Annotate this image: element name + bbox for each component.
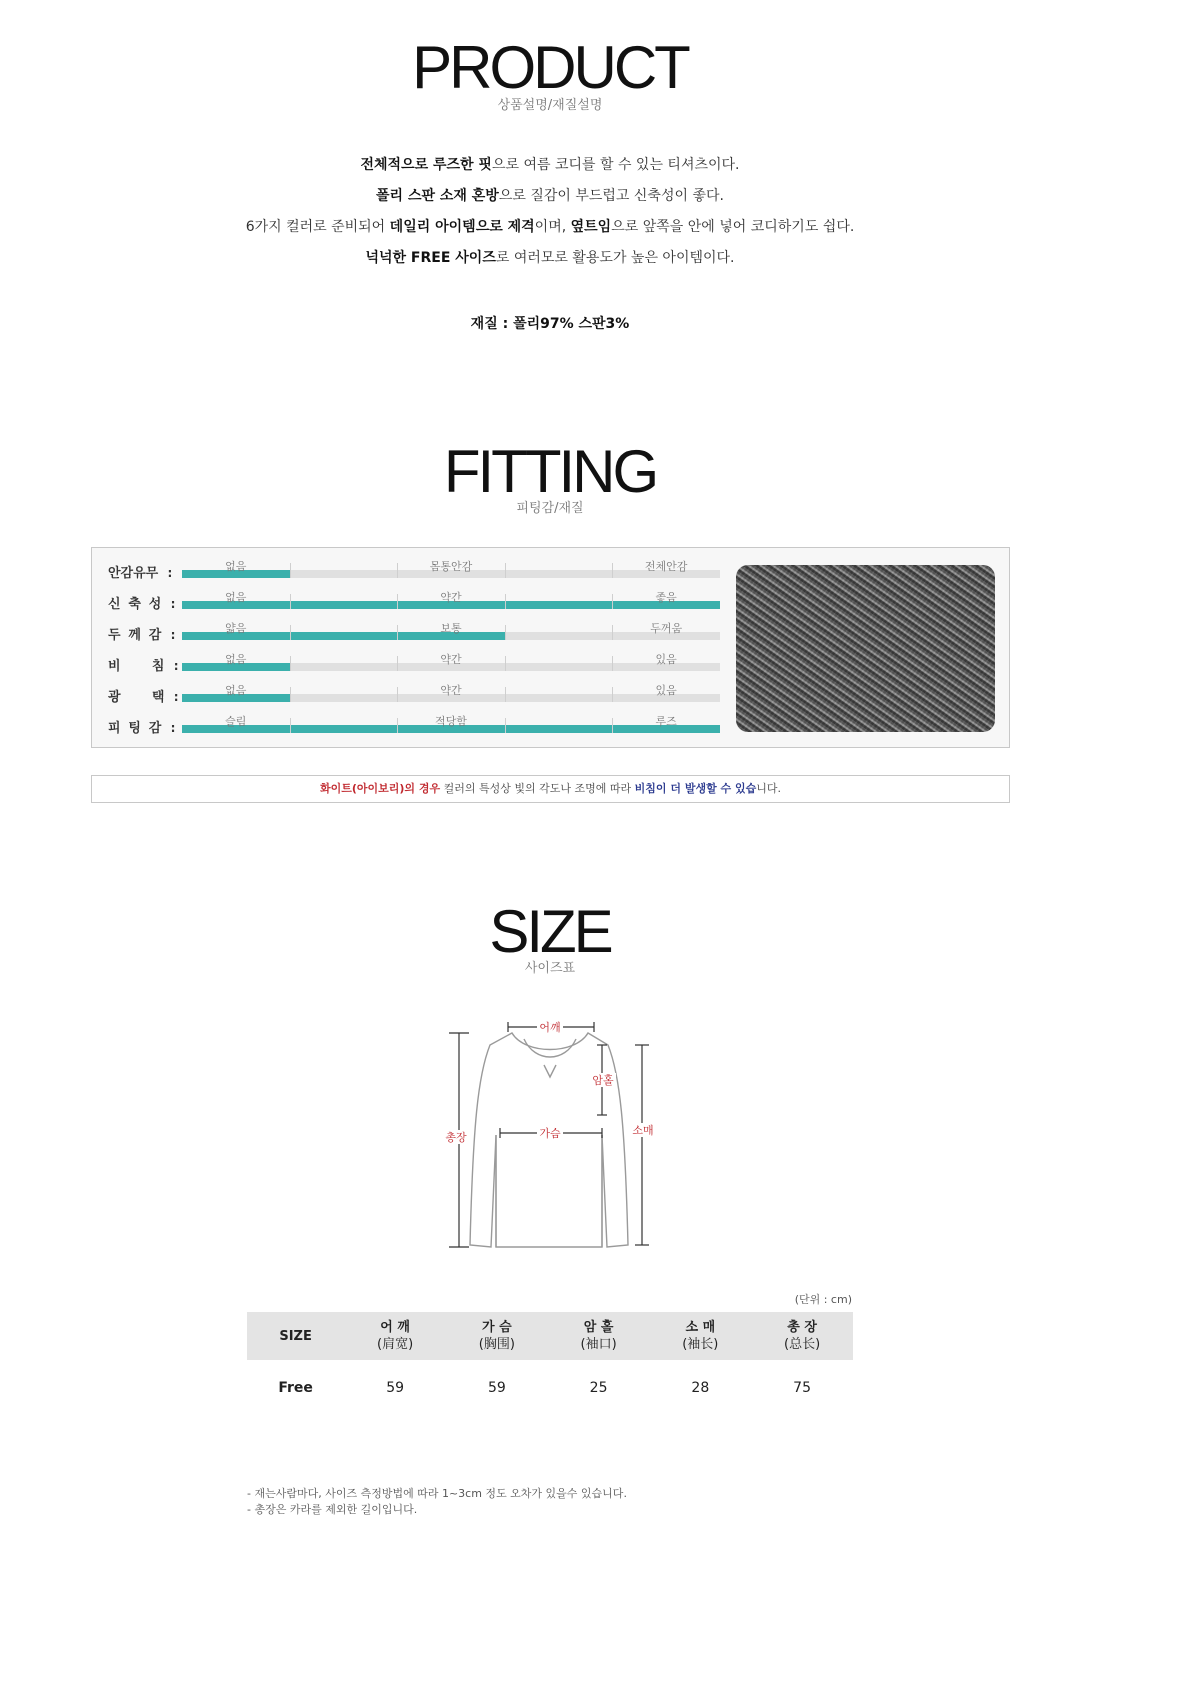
fitting-divider <box>397 594 398 609</box>
fitting-row <box>92 677 732 705</box>
fitting-divider <box>290 625 291 640</box>
fitting-chart <box>91 547 1010 748</box>
size-header-cell <box>548 1312 650 1360</box>
size-value-cell: 59 <box>386 1380 405 1396</box>
fitting-option-label: 약간 <box>440 684 462 697</box>
fitting-option-label: 약간 <box>440 591 462 604</box>
size-header-cell <box>649 1312 751 1360</box>
body-text: 로 여러모로 활용도가 높은 아이템이다. <box>495 250 735 266</box>
fitting-divider <box>505 656 506 671</box>
fitting-divider <box>397 563 398 578</box>
fitting-option-label: 없음 <box>225 591 247 604</box>
body-text: 으로 앞쪽을 안에 넣어 코디하기도 쉽다. <box>611 219 855 235</box>
fitting-divider <box>612 687 613 702</box>
fitting-option-label: 몸통안감 <box>429 560 473 573</box>
size-title: SIZE <box>489 898 611 965</box>
table-row <box>247 1360 853 1416</box>
armhole-label: 암홀 <box>592 1074 614 1087</box>
body-text: 이며, <box>534 219 571 235</box>
header-sublabel: (肩宽) <box>377 1337 414 1352</box>
material-text: 재질 : 폴리97% 스판3% <box>470 316 630 332</box>
fitting-divider <box>505 687 506 702</box>
fitting-divider <box>612 718 613 733</box>
highlight-text: 폴리 스판 소재 혼방 <box>376 188 499 204</box>
size-value-cell: 28 <box>691 1380 710 1396</box>
fitting-divider <box>612 656 613 671</box>
fitting-option-label: 루즈 <box>655 715 677 728</box>
description-line <box>0 248 1100 279</box>
fitting-option-label: 전체안감 <box>644 560 688 573</box>
size-table <box>247 1312 853 1416</box>
note-line: - 재는사람마다, 사이즈 측정방법에 따라 1~3cm 정도 오차가 있을수 있습니다. <box>247 1487 627 1500</box>
fitting-option-label: 없음 <box>225 560 247 573</box>
chest-label: 가슴 <box>539 1127 561 1140</box>
highlight-text: 넉넉한 FREE 사이즈 <box>365 250 496 266</box>
size-value-cell: 25 <box>589 1380 608 1396</box>
fitting-divider <box>290 687 291 702</box>
fitting-divider <box>505 563 506 578</box>
fitting-divider <box>290 718 291 733</box>
fitting-divider <box>290 656 291 671</box>
header-label: SIZE <box>279 1328 312 1344</box>
fitting-option-label: 없음 <box>225 653 247 666</box>
fitting-divider <box>612 563 613 578</box>
body-text: 으로 질감이 부드럽고 신축성이 좋다. <box>498 188 724 204</box>
fitting-subtitle: 피팅감/재질 <box>516 501 584 516</box>
fitting-option-label: 적당함 <box>435 715 467 728</box>
sleeve-label: 소매 <box>632 1124 654 1137</box>
fitting-option-label: 슬림 <box>225 715 247 728</box>
fitting-row-label: 비 침 : <box>108 659 181 674</box>
shoulder-label: 어깨 <box>539 1021 561 1034</box>
size-header-cell <box>751 1312 853 1360</box>
fitting-row-label: 광 택 : <box>108 690 181 705</box>
size-subtitle: 사이즈표 <box>524 961 576 976</box>
fitting-divider <box>290 563 291 578</box>
notice-text: 니다. <box>756 782 781 795</box>
highlight-text: 데일리 아이템으로 제격 <box>389 219 535 235</box>
fitting-divider <box>290 594 291 609</box>
fitting-row <box>92 615 732 643</box>
size-value-cell: Free <box>278 1380 313 1396</box>
fitting-row <box>92 646 732 674</box>
header-label: 어 깨 <box>380 1320 410 1335</box>
header-label: 소 매 <box>685 1320 716 1335</box>
header-sublabel: (袖口) <box>580 1337 617 1352</box>
fitting-option-label: 두꺼움 <box>650 622 683 635</box>
unit-label: (단위 : cm) <box>794 1293 852 1306</box>
fitting-row-label: 안감유무 : <box>108 566 174 581</box>
notice-highlight: 비침이 더 발생할 수 있습 <box>634 782 757 795</box>
header-sublabel: (袖长) <box>682 1337 719 1352</box>
size-header-cell <box>344 1312 446 1360</box>
size-value-cell: 75 <box>793 1380 811 1396</box>
highlight-text: 옆트임 <box>570 219 612 235</box>
fitting-option-label: 좋음 <box>655 591 677 604</box>
fitting-divider <box>397 687 398 702</box>
fitting-row-label: 피 팅 감 : <box>108 721 177 736</box>
tshirt-measurement-diagram <box>430 1015 670 1250</box>
notice-highlight: 화이트(아이보리)의 경우 <box>320 782 441 795</box>
fitting-divider <box>505 625 506 640</box>
fabric-texture-image <box>736 565 995 732</box>
size-header-cell <box>247 1312 344 1360</box>
fitting-divider <box>505 594 506 609</box>
header-sublabel: (总长) <box>784 1337 821 1352</box>
fitting-divider <box>397 718 398 733</box>
size-value-cell: 59 <box>487 1380 506 1396</box>
fitting-option-label: 있음 <box>655 653 677 666</box>
fitting-row-label: 두 께 감 : <box>108 628 177 643</box>
size-notes <box>247 1486 627 1518</box>
color-notice <box>91 775 1010 803</box>
fitting-divider <box>612 594 613 609</box>
product-title: PRODUCT <box>412 34 688 101</box>
fitting-option-label: 없음 <box>225 684 247 697</box>
header-sublabel: (胸围) <box>478 1337 515 1352</box>
header-label: 가 슴 <box>482 1320 512 1335</box>
product-description <box>0 155 1100 279</box>
fitting-row <box>92 553 732 581</box>
body-text: 6가지 컬러로 준비되어 <box>245 219 390 235</box>
fitting-row <box>92 708 732 736</box>
notice-text: 컬러의 특성상 빛의 각도나 조명에 따라 <box>440 782 635 795</box>
fitting-title: FITTING <box>443 438 657 505</box>
description-line <box>0 155 1100 186</box>
fitting-divider <box>397 625 398 640</box>
fitting-divider <box>612 625 613 640</box>
fitting-option-label: 얇음 <box>225 622 247 635</box>
fitting-option-label: 있음 <box>655 684 677 697</box>
header-label: 총 장 <box>787 1320 817 1335</box>
body-text: 으로 여름 코디를 할 수 있는 티셔츠이다. <box>491 157 740 173</box>
description-line <box>0 217 1100 248</box>
fitting-row <box>92 584 732 612</box>
highlight-text: 전체적으로 루즈한 핏 <box>360 157 492 173</box>
size-header-cell <box>446 1312 548 1360</box>
fitting-divider <box>397 656 398 671</box>
length-label: 총장 <box>445 1131 467 1144</box>
product-subtitle: 상품설명/재질설명 <box>497 98 603 113</box>
fitting-option-label: 보통 <box>440 622 462 635</box>
description-line <box>0 186 1100 217</box>
note-line: - 총장은 카라를 제외한 길이입니다. <box>247 1503 418 1516</box>
fitting-option-label: 약간 <box>440 653 462 666</box>
fitting-divider <box>505 718 506 733</box>
header-label: 암 홀 <box>583 1320 614 1335</box>
fitting-row-label: 신 축 성 : <box>108 597 177 612</box>
